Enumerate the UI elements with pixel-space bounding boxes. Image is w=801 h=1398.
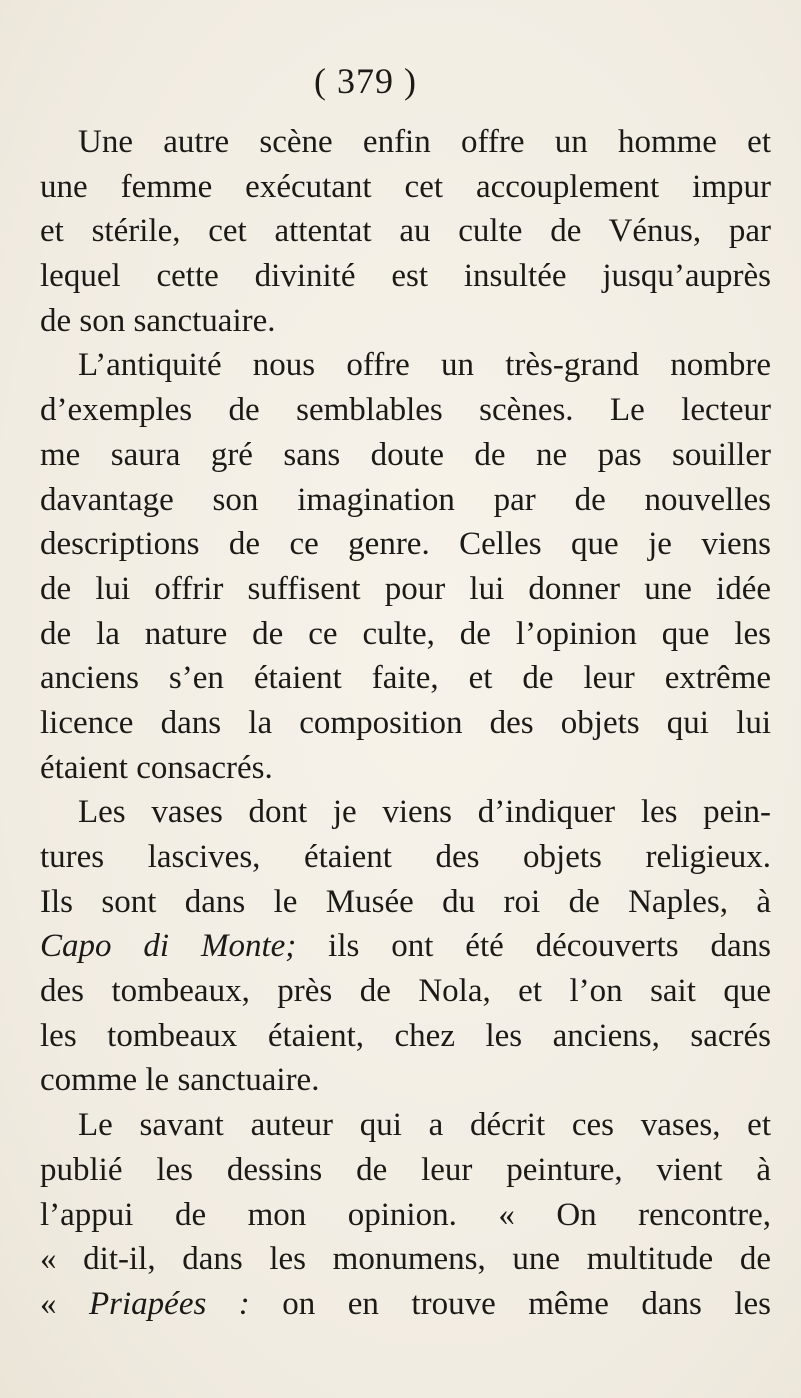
text-line: Ils sont dans le Musée du roi de Naples, à (40, 883, 771, 920)
text-line: Les vases dont je viens d’indiquer les pein- (78, 794, 771, 831)
text-line: une femme exécutant cet accouplement impur (40, 168, 771, 205)
text-line: les tombeaux étaient, chez les anciens, sacrés (40, 1017, 771, 1054)
text-line: l’appui de mon opinion. « On rencontre, (40, 1196, 771, 1233)
text-line: étaient consacrés. (40, 749, 273, 786)
text-line: des tombeaux, près de Nola, et l’on sait que (40, 973, 771, 1010)
text-line: « dit-il, dans les monumens, une multitude de (40, 1241, 771, 1278)
text-line: licence dans la composition des objets qui lui (40, 704, 771, 741)
text-line: descriptions de ce genre. Celles que je viens (40, 526, 771, 563)
text-line: me saura gré sans doute de ne pas souiller (40, 436, 771, 473)
text-line: lequel cette divinité est insultée jusqu’auprès (40, 258, 771, 295)
text-line: de son sanctuaire. (40, 302, 276, 339)
text-line: de lui offrir suffisent pour lui donner une idée (40, 570, 771, 607)
page-number: ( 379 ) (314, 61, 417, 101)
text-line: L’antiquité nous offre un très-grand nombre (78, 347, 771, 384)
text-line: anciens s’en étaient faite, et de leur extrême (40, 660, 771, 697)
text-line: et stérile, cet attentat au culte de Vénus, par (40, 213, 771, 250)
text-line: « Priapées : on en trouve même dans les (40, 1285, 771, 1322)
text-line: davantage son imagination par de nouvelles (40, 481, 771, 518)
text-line: publié les dessins de leur peinture, vient à (40, 1151, 771, 1188)
text-line: comme le sanctuaire. (40, 1062, 320, 1099)
body-text (40, 120, 771, 1327)
text-line: d’exemples de semblables scènes. Le lecteur (40, 392, 771, 429)
text-line: tures lascives, étaient des objets religieux. (40, 839, 771, 875)
text-line: Le savant auteur qui a décrit ces vases, et (78, 1107, 771, 1144)
text-line: Capo di Monte; ils ont été découverts dans (40, 928, 771, 965)
text-line: Une autre scène enfin offre un homme et (78, 124, 771, 160)
text-line: de la nature de ce culte, de l’opinion que les (40, 615, 771, 652)
